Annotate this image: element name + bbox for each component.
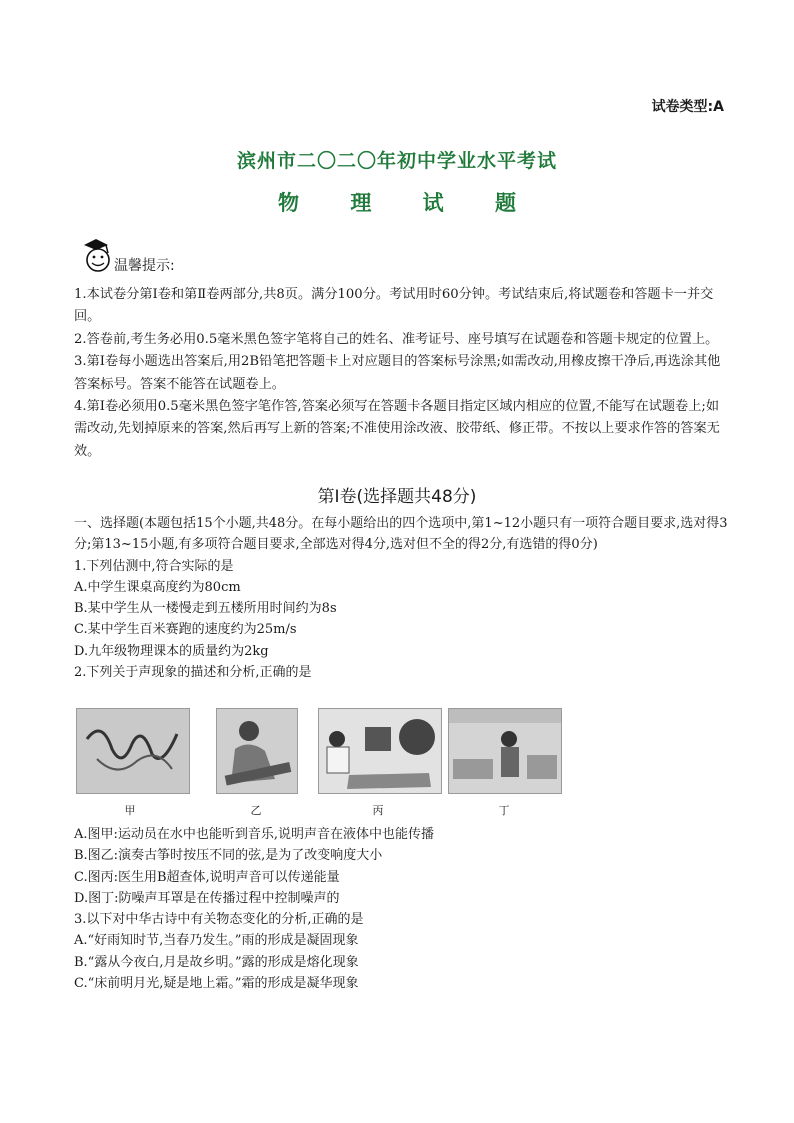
figure-ding-image: [448, 708, 562, 794]
section-instruction: 一、选择题(本题包括15个小题,共48分。在每小题给出的四个选项中,第1~12小题只有一项符合题目要求,选对得3分;第13~15小题,有多项符合题目要求,全部选对得4分,选对但不全的得2分,有选错的得0分): [74, 516, 728, 553]
option: B.图乙:演奏古筝时按压不同的弦,是为了改变响度大小: [74, 848, 383, 864]
option: B.某中学生从一楼慢走到五楼所用时间约为8s: [74, 601, 337, 617]
tip-item: 2.答卷前,考生务必用0.5毫米黑色签字笔将自己的姓名、准考证号、座号填写在试题卷和答题卡规定的位置上。: [74, 331, 719, 347]
subject-char: 理: [350, 191, 372, 215]
figure-jia-image: [76, 708, 190, 794]
option: C.某中学生百米赛跑的速度约为25m/s: [74, 622, 297, 638]
subject-char: 试: [422, 191, 444, 215]
option: C.图丙:医生用B超查体,说明声音可以传递能量: [74, 869, 340, 885]
question-block-2: [74, 824, 734, 994]
section-title: 第Ⅰ卷(选择题共48分): [317, 487, 477, 507]
tip-item: 1.本试卷分第Ⅰ卷和第Ⅱ卷两部分,共8页。满分100分。考试用时60分钟。考试结束后,将试题卷和答题卡一并交回。: [74, 287, 714, 325]
figure-yi-image: [216, 708, 298, 794]
subject-char: 题: [494, 191, 516, 215]
figure-caption: 乙: [250, 804, 262, 817]
question-stem: 3.以下对中华古诗中有关物态变化的分析,正确的是: [74, 912, 364, 928]
option: D.图丁:防噪声耳罩是在传播过程中控制噪声的: [74, 890, 340, 906]
option: A.中学生课桌高度约为80cm: [74, 579, 241, 595]
figure-caption: 丁: [498, 804, 510, 817]
figure-caption: 甲: [124, 804, 136, 817]
subject-char: 物: [278, 191, 300, 215]
question-stem: 2.下列关于声现象的描述和分析,正确的是: [74, 665, 312, 681]
tips-label: 温馨提示:: [114, 258, 175, 274]
option: B.“露从今夜白,月是故乡明。”露的形成是熔化现象: [74, 954, 359, 970]
subject-title: [0, 187, 794, 217]
figure-bing-image: [318, 708, 442, 794]
paper-type-label: 试卷类型:A: [651, 99, 724, 115]
exam-title: 滨州市二〇二〇年初中学业水平考试: [236, 150, 557, 172]
figure-caption: 丙: [372, 804, 384, 817]
question-block-1: [74, 513, 734, 683]
question-figures: [74, 708, 564, 817]
option: C.“床前明月光,疑是地上霜。”霜的形成是凝华现象: [74, 976, 359, 992]
smiley-graduate-icon: [78, 236, 118, 274]
option: D.九年级物理课本的质量约为2kg: [74, 643, 269, 659]
tip-item: 3.第Ⅰ卷每小题选出答案后,用2B铅笔把答题卡上对应题目的答案标号涂黑;如需改动,用橡皮擦干净后,再选涂其他答案标号。答案不能答在试题卷上。: [74, 354, 721, 392]
question-stem: 1.下列估测中,符合实际的是: [74, 558, 234, 574]
option: A.“好雨知时节,当春乃发生。”雨的形成是凝固现象: [74, 933, 359, 949]
tips-list: [74, 284, 728, 463]
option: A.图甲:运动员在水中也能听到音乐,说明声音在液体中也能传播: [74, 827, 435, 842]
tip-item: 4.第Ⅰ卷必须用0.5毫米黑色签字笔作答,答案必须写在答题卡各题目指定区域内相应的位置,不能写在试题卷上;如需改动,先划掉原来的答案,然后再写上新的答案;不准使用涂改液、胶带纸、修正带。不按以上要求作答的答案无效。: [74, 399, 720, 459]
